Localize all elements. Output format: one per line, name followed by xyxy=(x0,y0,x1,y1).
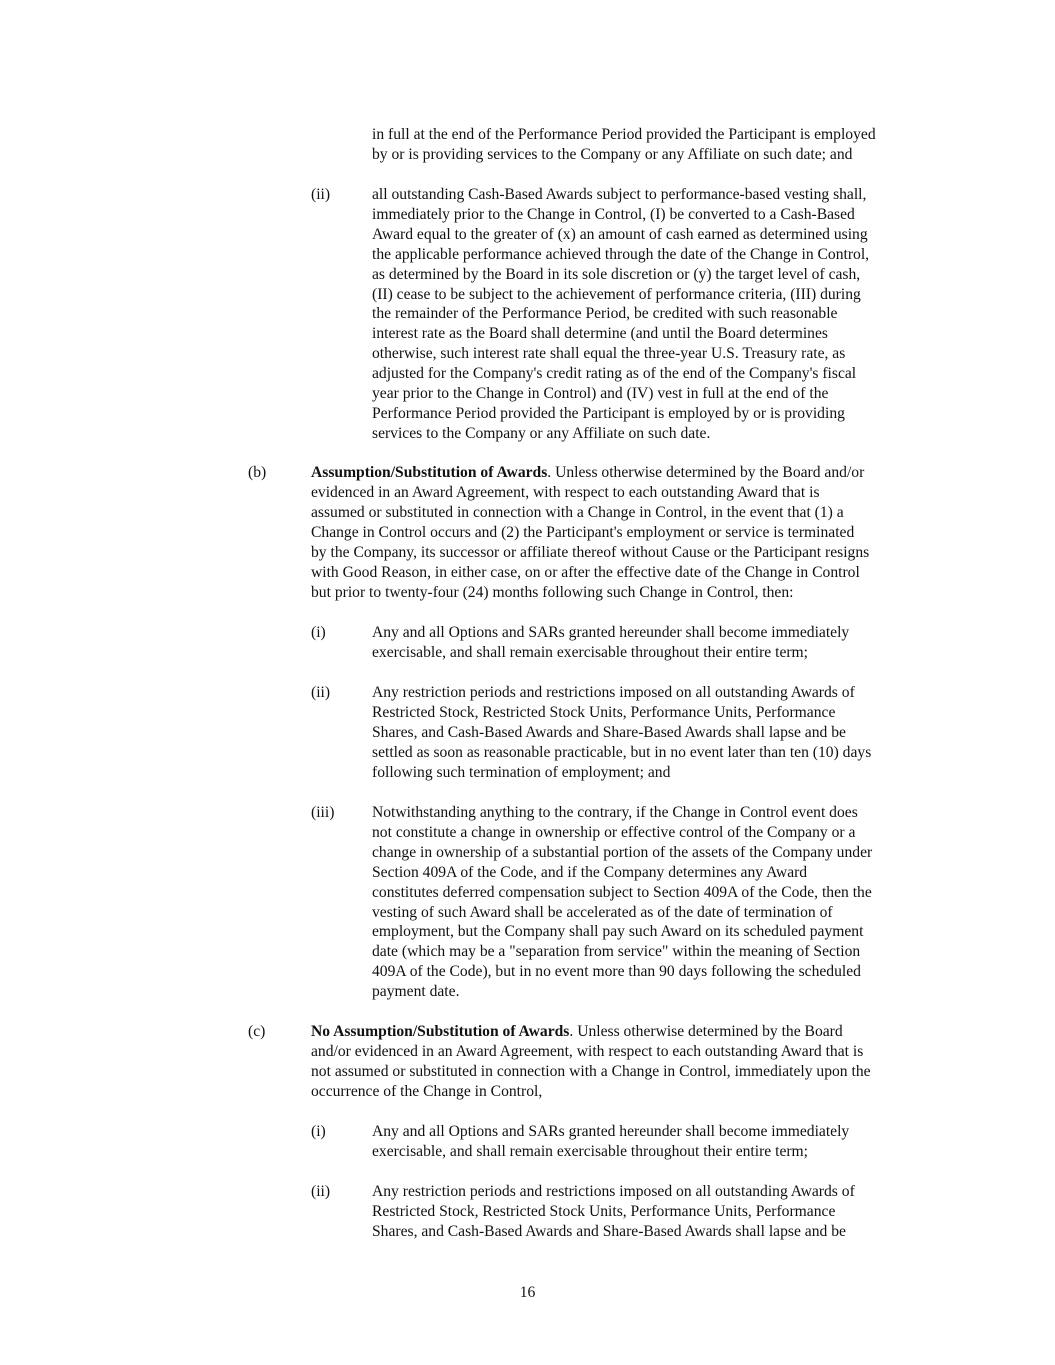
section-c-text: and/or evidenced in an Award Agreement, with respect to each outstanding Award that is not assumed or substituted in connection with a Change in Control, immediately upon the occurrence of the Change in Control, xyxy=(311,1043,871,1100)
section-b-first-line-rest: . Unless otherwise determined by the Board and/or xyxy=(547,464,865,481)
section-b-ii-text: Any restriction periods and restrictions imposed on all outstanding Awards of Restricted Stock, Restricted Stock Units, Performance Units, Performance Shares, and Cash-Based Awards and Share-Based Awards shall lapse and be settled as soon as reasonable practicable, but in no event later than ten (10) days following such termination of employment; and xyxy=(372,684,872,781)
section-b-iii-text: Notwithstanding anything to the contrary, if the Change in Control event does not constitute a change in ownership or effective control of the Company or a change in ownership of a substantial portion of the assets of the Company under Section 409A of the Code, and if the Company determines any Award constitutes deferred compensation subject to Section 409A of the Code, then the vesting of such Award shall be accelerated as of the date of termination of employment, but the Company shall pay such Award on its scheduled payment date (which may be a "separation from service" within the meaning of Section 409A of the Code), but in no event more than 90 days following the scheduled payment date. xyxy=(372,804,873,1001)
page-number: 16 xyxy=(519,1284,536,1301)
section-b-iii-label: (iii) xyxy=(311,804,335,821)
section-c-heading: No Assumption/Substitution of Awards xyxy=(311,1023,570,1040)
section-b-text: evidenced in an Award Agreement, with respect to each outstanding Award that is assumed or substituted in connection with a Change in Control, in the event that (1) a Change in Control occurs and (2) the Participant's employment or service is terminated by the Company, its successor or affiliate thereof without Cause or the Participant resigns with Good Reason, in either case, on or after the effective date of the Change in Control but prior to twenty-four (24) months following such Change in Control, then: xyxy=(311,484,870,601)
section-c-first-line xyxy=(311,1022,843,1042)
section-c-first-line-rest: . Unless otherwise determined by the Board xyxy=(569,1023,843,1040)
section-a-i-continuation: in full at the end of the Performance Period provided the Participant is employed by or is providing services to the Company or any Affiliate on such date; and xyxy=(372,126,876,163)
section-b-first-line xyxy=(311,463,864,483)
section-c-i-text: Any and all Options and SARs granted hereunder shall become immediately exercisable, and shall remain exercisable throughout their entire term; xyxy=(372,1123,850,1160)
section-b-i-text: Any and all Options and SARs granted hereunder shall become immediately exercisable, and shall remain exercisable throughout their entire term; xyxy=(372,624,850,661)
section-b-ii-label: (ii) xyxy=(311,684,331,701)
section-c-label: (c) xyxy=(248,1023,266,1040)
section-b-heading: Assumption/Substitution of Awards xyxy=(311,464,548,481)
section-a-ii-label: (ii) xyxy=(311,186,331,203)
section-c-ii-label: (ii) xyxy=(311,1183,331,1200)
section-a-ii-text: all outstanding Cash-Based Awards subject to performance-based vesting shall, immediately prior to the Change in Control, (I) be converted to a Cash-Based Award equal to the greater of (x) an amount of cash earned as determined using the applicable performance achieved through the date of the Change in Control, as determined by the Board in its sole discretion or (y) the target level of cash, (II) cease to be subject to the achievement of performance criteria, (III) during the remainder of the Performance Period, be credited with such reasonable interest rate as the Board shall determine (and until the Board determines otherwise, such interest rate shall equal the three-year U.S. Treasury rate, as adjusted for the Company's credit rating as of the end of the Company's fiscal year prior to the Change in Control) and (IV) vest in full at the end of the Performance Period provided the Participant is employed by or is providing services to the Company or any Affiliate on such date. xyxy=(372,186,870,442)
section-b-i-label: (i) xyxy=(311,624,326,641)
section-b-label: (b) xyxy=(248,464,267,481)
section-c-i-label: (i) xyxy=(311,1123,326,1140)
section-c-ii-text: Any restriction periods and restrictions imposed on all outstanding Awards of Restricted Stock, Restricted Stock Units, Performance Units, Performance Shares, and Cash-Based Awards and Share-Based Awards shall lapse and be xyxy=(372,1183,855,1240)
